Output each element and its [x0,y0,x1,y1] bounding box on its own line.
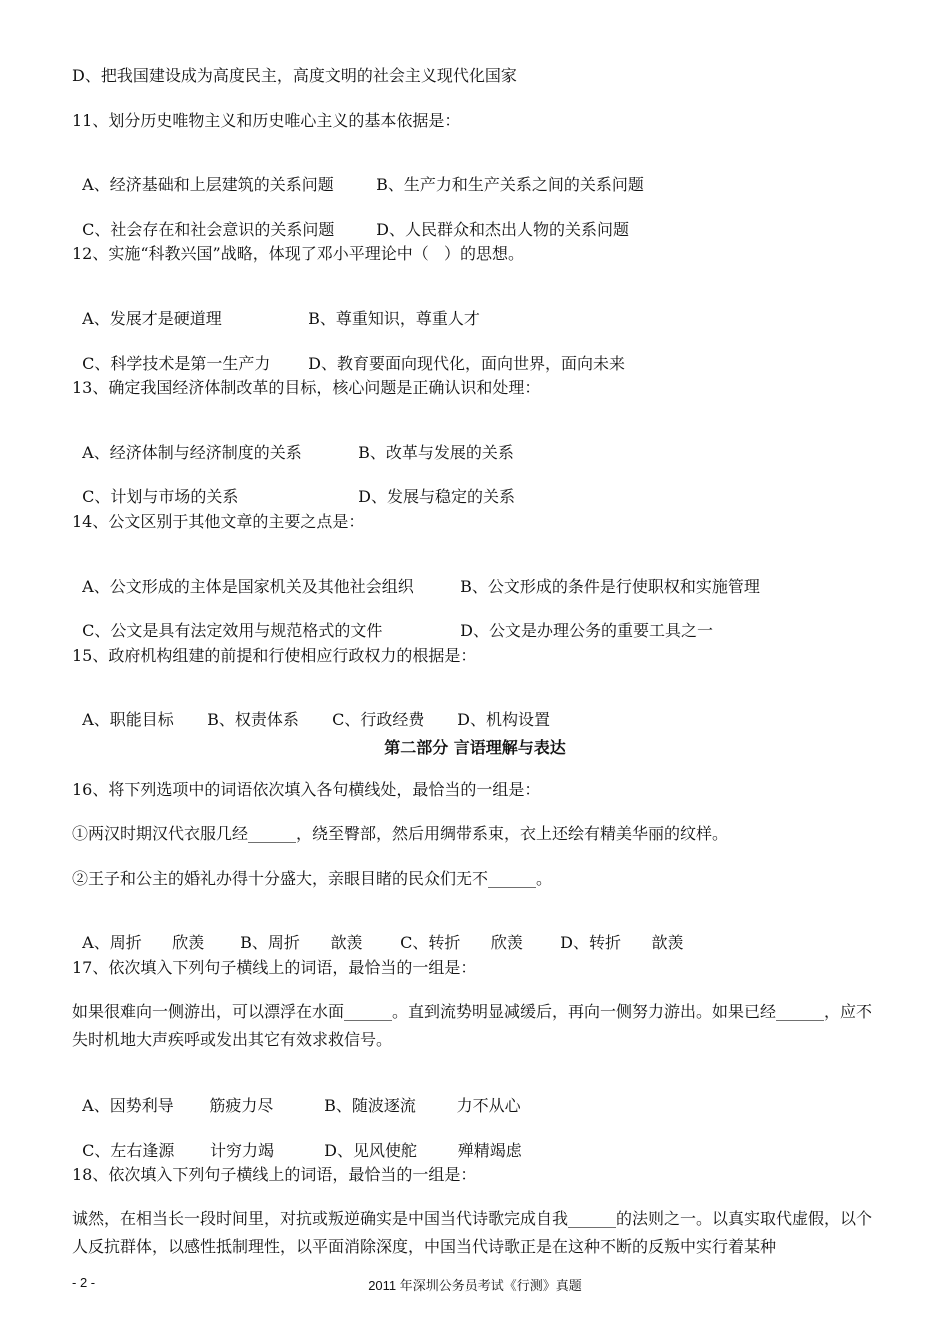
question-16-sentence-2: ②王子和公主的婚礼办得十分盛大，亲眼目睹的民众们无不______。 [72,869,553,888]
question-14-options-ab [72,557,760,597]
option-d: D、转折 歆羡 [560,933,684,952]
option-a: A、发展才是硬道理 [82,309,222,328]
option-b: B、尊重知识，尊重人才 [308,309,480,328]
footer-title: 2011 年深圳公务员考试《行测》真题 [368,1278,582,1293]
question-17-options-ab [72,1076,521,1116]
option-a: A、因势利导 筋疲力尽 [82,1096,274,1115]
option-c: C、科学技术是第一生产力 [82,354,271,373]
question-11: 11、划分历史唯物主义和历史唯心主义的基本依据是： [72,111,461,130]
option-d: D、发展与稳定的关系 [358,487,516,506]
question-17-passage: 如果很难向一侧游出，可以漂浮在水面______。直到流势明显减缓后，再向一侧努力游出。如果已经______，应不失时机地大声疾呼或发出其它有效求救信号。 [72,1002,873,1049]
option-c: C、公文是具有法定效用与规范格式的文件 [82,621,383,640]
option-a: A、经济基础和上层建筑的关系问题 [82,175,334,194]
section-heading: 第二部分 言语理解与表达 [384,738,566,757]
question-13-options-cd [72,467,515,507]
question-11-options-ab [72,155,644,195]
option-a: A、职能目标 [82,710,174,729]
question-12: 12、实施“科教兴国”战略，体现了邓小平理论中（ ）的思想。 [72,244,524,263]
question-18: 18、依次填入下列句子横线上的词语，最恰当的一组是： [72,1165,477,1184]
option-d: D、人民群众和杰出人物的关系问题 [376,220,630,239]
question-17: 17、依次填入下列句子横线上的词语，最恰当的一组是： [72,958,477,977]
question-12-options-ab [72,289,480,329]
question-14: 14、公文区别于其他文章的主要之点是： [72,512,365,531]
option-b: B、公文形成的条件是行使职权和实施管理 [460,577,760,596]
option-a: A、公文形成的主体是国家机关及其他社会组织 [82,577,414,596]
option-c: C、社会存在和社会意识的关系问题 [82,220,335,239]
question-16: 16、将下列选项中的词语依次填入各句横线处，最恰当的一组是： [72,780,541,799]
question-15: 15、政府机构组建的前提和行使相应行政权力的根据是： [72,646,477,665]
option-b: B、改革与发展的关系 [358,443,514,462]
question-12-options-cd [72,334,625,374]
option-d: D、机构设置 [457,710,551,729]
question-18-passage: 诚然，在相当长一段时间里，对抗或叛逆确实是中国当代诗歌完成自我______的法则之一。以真实取代虚假，以个人反抗群体，以感性抵制理性，以平面消除深度，中国当代诗歌正是在这种不断的反叛中实行着某种 [72,1209,873,1256]
option-c: C、转折 欣羡 [400,933,523,952]
option-d: D、见风使舵 殚精竭虑 [324,1141,522,1160]
question-15-options [72,690,550,730]
option-b: B、随波逐流 力不从心 [324,1096,521,1115]
question-17-options-cd [72,1121,522,1161]
question-14-options-cd [72,601,713,641]
option-c: C、行政经费 [332,710,425,729]
option-c: C、计划与市场的关系 [82,487,239,506]
option-a: A、经济体制与经济制度的关系 [82,443,302,462]
question-16-sentence-1: ①两汉时期汉代衣服几经______，绕至臀部，然后用绸带系束，衣上还绘有精美华丽的纹样。 [72,824,729,843]
page-number: - 2 - [72,1275,96,1290]
option-b: B、周折 歆羡 [240,933,363,952]
question-11-options-cd [72,200,629,240]
question-13-options-ab [72,423,514,463]
question-10-option-d: D、把我国建设成为高度民主，高度文明的社会主义现代化国家 [72,66,517,85]
option-d: D、教育要面向现代化，面向世界，面向未来 [308,354,626,373]
question-16-options [72,913,684,953]
option-a: A、周折 欣羡 [82,933,205,952]
question-13: 13、确定我国经济体制改革的目标，核心问题是正确认识和处理： [72,378,541,397]
option-b: B、权责体系 [207,710,299,729]
option-d: D、公文是办理公务的重要工具之一 [460,621,714,640]
option-c: C、左右逢源 计穷力竭 [82,1141,275,1160]
option-b: B、生产力和生产关系之间的关系问题 [376,175,644,194]
